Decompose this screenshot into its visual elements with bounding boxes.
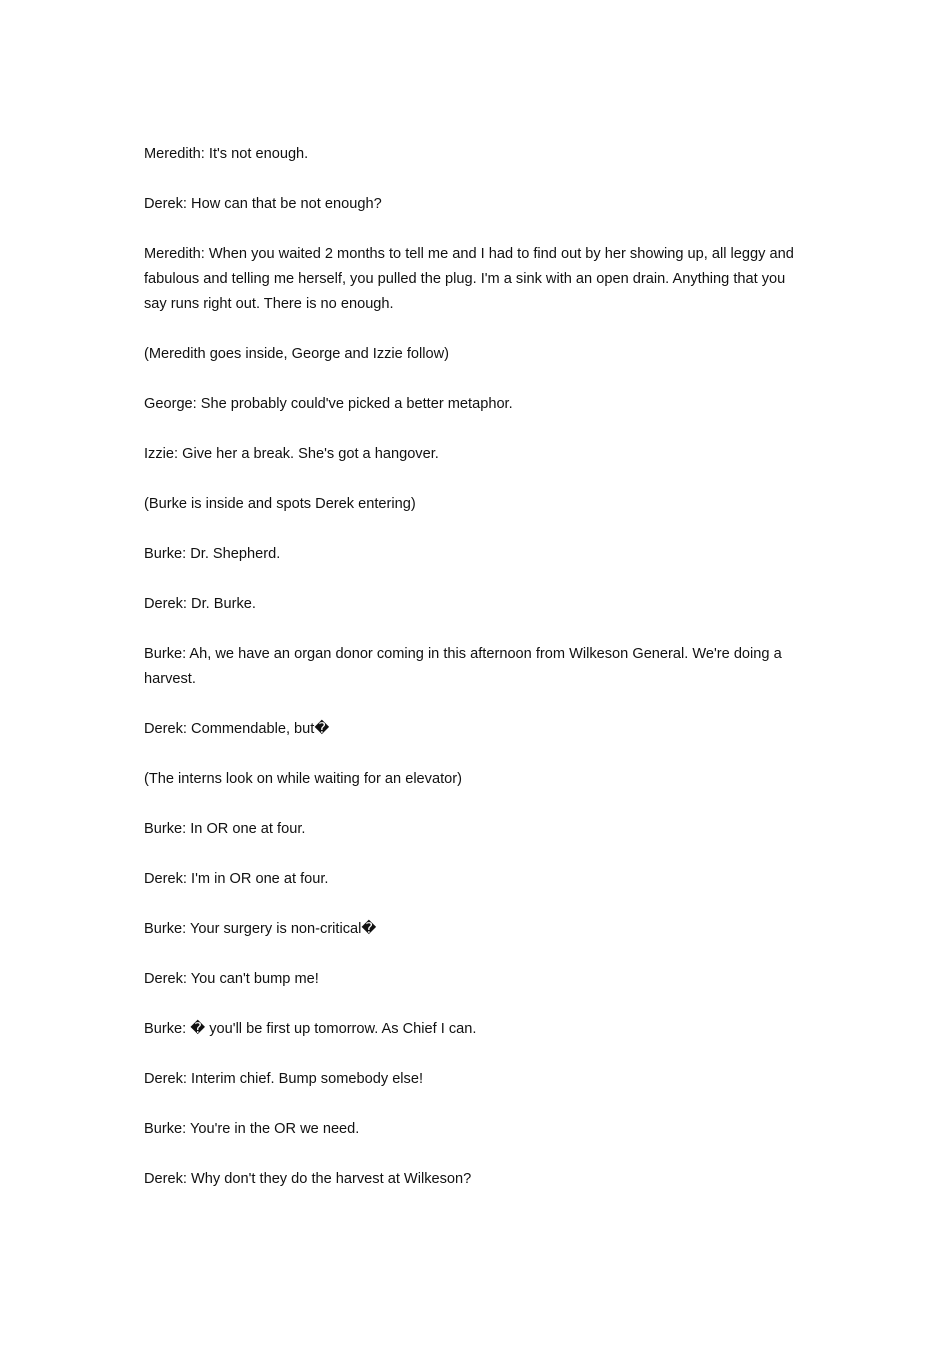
transcript-paragraph: Burke: Dr. Shepherd.	[144, 546, 281, 562]
transcript-paragraph: Meredith: It's not enough.	[144, 146, 309, 162]
transcript-paragraph: Derek: How can that be not enough?	[144, 196, 382, 212]
transcript-paragraph: (Meredith goes inside, George and Izzie follow)	[144, 346, 450, 362]
transcript-paragraph: Derek: Dr. Burke.	[144, 596, 256, 612]
transcript-paragraph: George: She probably could've picked a better metaphor.	[144, 396, 513, 412]
transcript-paragraph: Burke: You're in the OR we need.	[144, 1121, 360, 1137]
transcript-paragraph: (The interns look on while waiting for an elevator)	[144, 771, 462, 787]
transcript-paragraph: Meredith: When you waited 2 months to tell me and I had to find out by her showing up, all leggy and fabulous and telling me herself, you pulled the plug. I'm a sink with an open drain. Anything that you say runs right out. There is no enough.	[144, 246, 794, 312]
transcript-paragraph: Burke: � you'll be first up tomorrow. As Chief I can.	[144, 1021, 477, 1037]
transcript-paragraph: Derek: Commendable, but�	[144, 721, 330, 737]
transcript-body	[144, 142, 812, 1217]
transcript-paragraph: Derek: I'm in OR one at four.	[144, 871, 329, 887]
transcript-paragraph: Derek: Why don't they do the harvest at Wilkeson?	[144, 1171, 472, 1187]
transcript-paragraph: Derek: Interim chief. Bump somebody else!	[144, 1071, 424, 1087]
transcript-paragraph: Izzie: Give her a break. She's got a hangover.	[144, 446, 439, 462]
transcript-paragraph: Burke: In OR one at four.	[144, 821, 306, 837]
transcript-paragraph: Burke: Ah, we have an organ donor coming in this afternoon from Wilkeson General. We're doing a harvest.	[144, 646, 782, 687]
transcript-paragraph: (Burke is inside and spots Derek entering)	[144, 496, 416, 512]
transcript-paragraph: Derek: You can't bump me!	[144, 971, 319, 987]
transcript-paragraph: Burke: Your surgery is non-critical�	[144, 921, 377, 937]
